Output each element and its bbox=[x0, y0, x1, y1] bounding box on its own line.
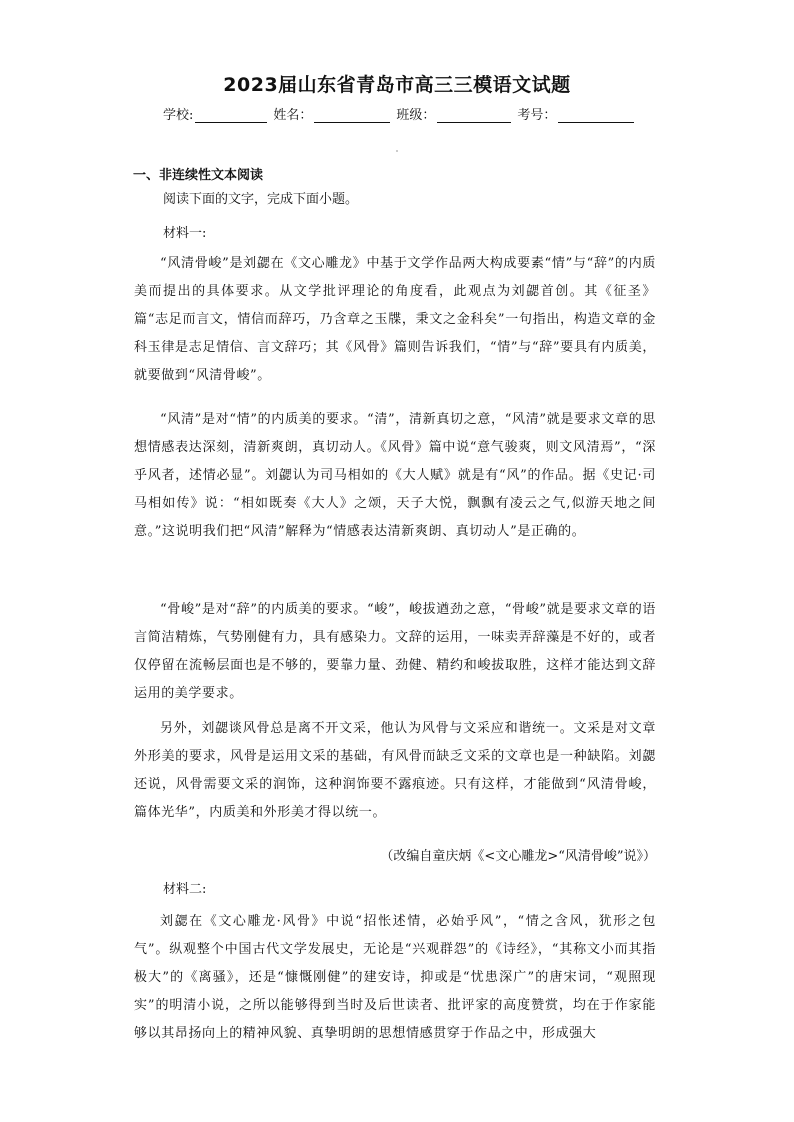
material-one-label: 材料一: bbox=[163, 226, 207, 241]
exam-title: 2023届山东省青岛市高三三模语文试题 bbox=[223, 74, 571, 96]
name-blank[interactable] bbox=[314, 108, 390, 123]
material-one-source: （改编自童庆炳《<文心雕龙>“风清骨峻”说》） bbox=[380, 849, 656, 864]
school-label: 学校: bbox=[163, 108, 194, 123]
student-info-line bbox=[163, 104, 640, 123]
material-two-label: 材料二: bbox=[163, 882, 207, 897]
class-label: 班级： bbox=[396, 108, 436, 123]
name-label: 姓名： bbox=[273, 108, 313, 123]
page-dot bbox=[396, 150, 398, 152]
material-one-paragraph: “骨峻”是对“辞”的内质美的要求。“峻”，峻拔遒劲之意，“骨峻”就是要求文章的语言简洁精炼，气势刚健有力，具有感染力。文辞的运用，一味卖弄辞藻是不好的，或者仅停留在流畅层面也是不够的，要靠力量、劲健、精约和峻拔取胜，这样才能达到文辞运用的美学要求。 bbox=[134, 602, 656, 701]
material-one-paragraph: “风清”是对“情”的内质美的要求。“清”，清新真切之意，“风清”就是要求文章的思想情感表达深刻，清新爽朗，真切动人。《风骨》篇中说“意气骏爽，则文风清焉”，“深乎风者，述情必显”。刘勰认为司马相如的《大人赋》就是有“风”的作品。据《史记·司马相如传》说：“相如既奏《大人》之颂，天子大悦，飘飘有凌云之气,似游天地之间意。”这说明我们把“风清”解释为“情感表达清新爽朗、真切动人”是正确的。 bbox=[134, 412, 656, 539]
exam-number-label: 考号： bbox=[517, 108, 557, 123]
material-one-paragraph: 另外，刘勰谈风骨总是离不开文采，他认为风骨与文采应和谐统一。文采是对文章外形美的要求，风骨是运用文采的基础，有风骨而缺乏文采的文章也是一种缺陷。刘勰还说，风骨需要文采的润饰，这种润饰要不露痕迹。只有这样，才能做到“风清骨峻，篇体光华”，内质美和外形美才得以统一。 bbox=[134, 721, 656, 820]
material-two-paragraph: 刘勰在《文心雕龙·风骨》中说“招怅述情，必始乎风”，“情之含风，犹形之包气”。纵观整个中国古代文学发展史，无论是“兴观群怨”的《诗经》，“其称文小而其指极大”的《离骚》，还是“慷慨刚健”的建安诗，抑或是“忧患深广”的唐宋词，“观照现实”的明清小说，之所以能够得到当时及后世读者、批评家的高度赞赏，均在于作家能够以其昂扬向上的精神风貌、真挚明朗的思想情感贯穿于作品之中，形成强大 bbox=[134, 914, 656, 1041]
exam-number-blank[interactable] bbox=[558, 108, 634, 123]
section-heading: 一、非连续性文本阅读 bbox=[133, 168, 264, 183]
material-one-paragraph: “风清骨峻”是刘勰在《文心雕龙》中基于文学作品两大构成要素“情”与“辞”的内质美而提出的具体要求。从文学批评理论的角度看，此观点为刘勰首创。其《征圣》篇“志足而言文，情信而辞巧，乃含章之玉牒，秉文之金科矣”一句指出，构造文章的金科玉律是志足情信、言文辞巧；其《风骨》篇则告诉我们，“情”与“辞”要具有内质美，就要做到“风清骨峻”。 bbox=[134, 256, 656, 383]
school-blank[interactable] bbox=[195, 108, 267, 123]
class-blank[interactable] bbox=[437, 108, 511, 123]
reading-instruction: 阅读下面的文字，完成下面小题。 bbox=[163, 192, 359, 207]
